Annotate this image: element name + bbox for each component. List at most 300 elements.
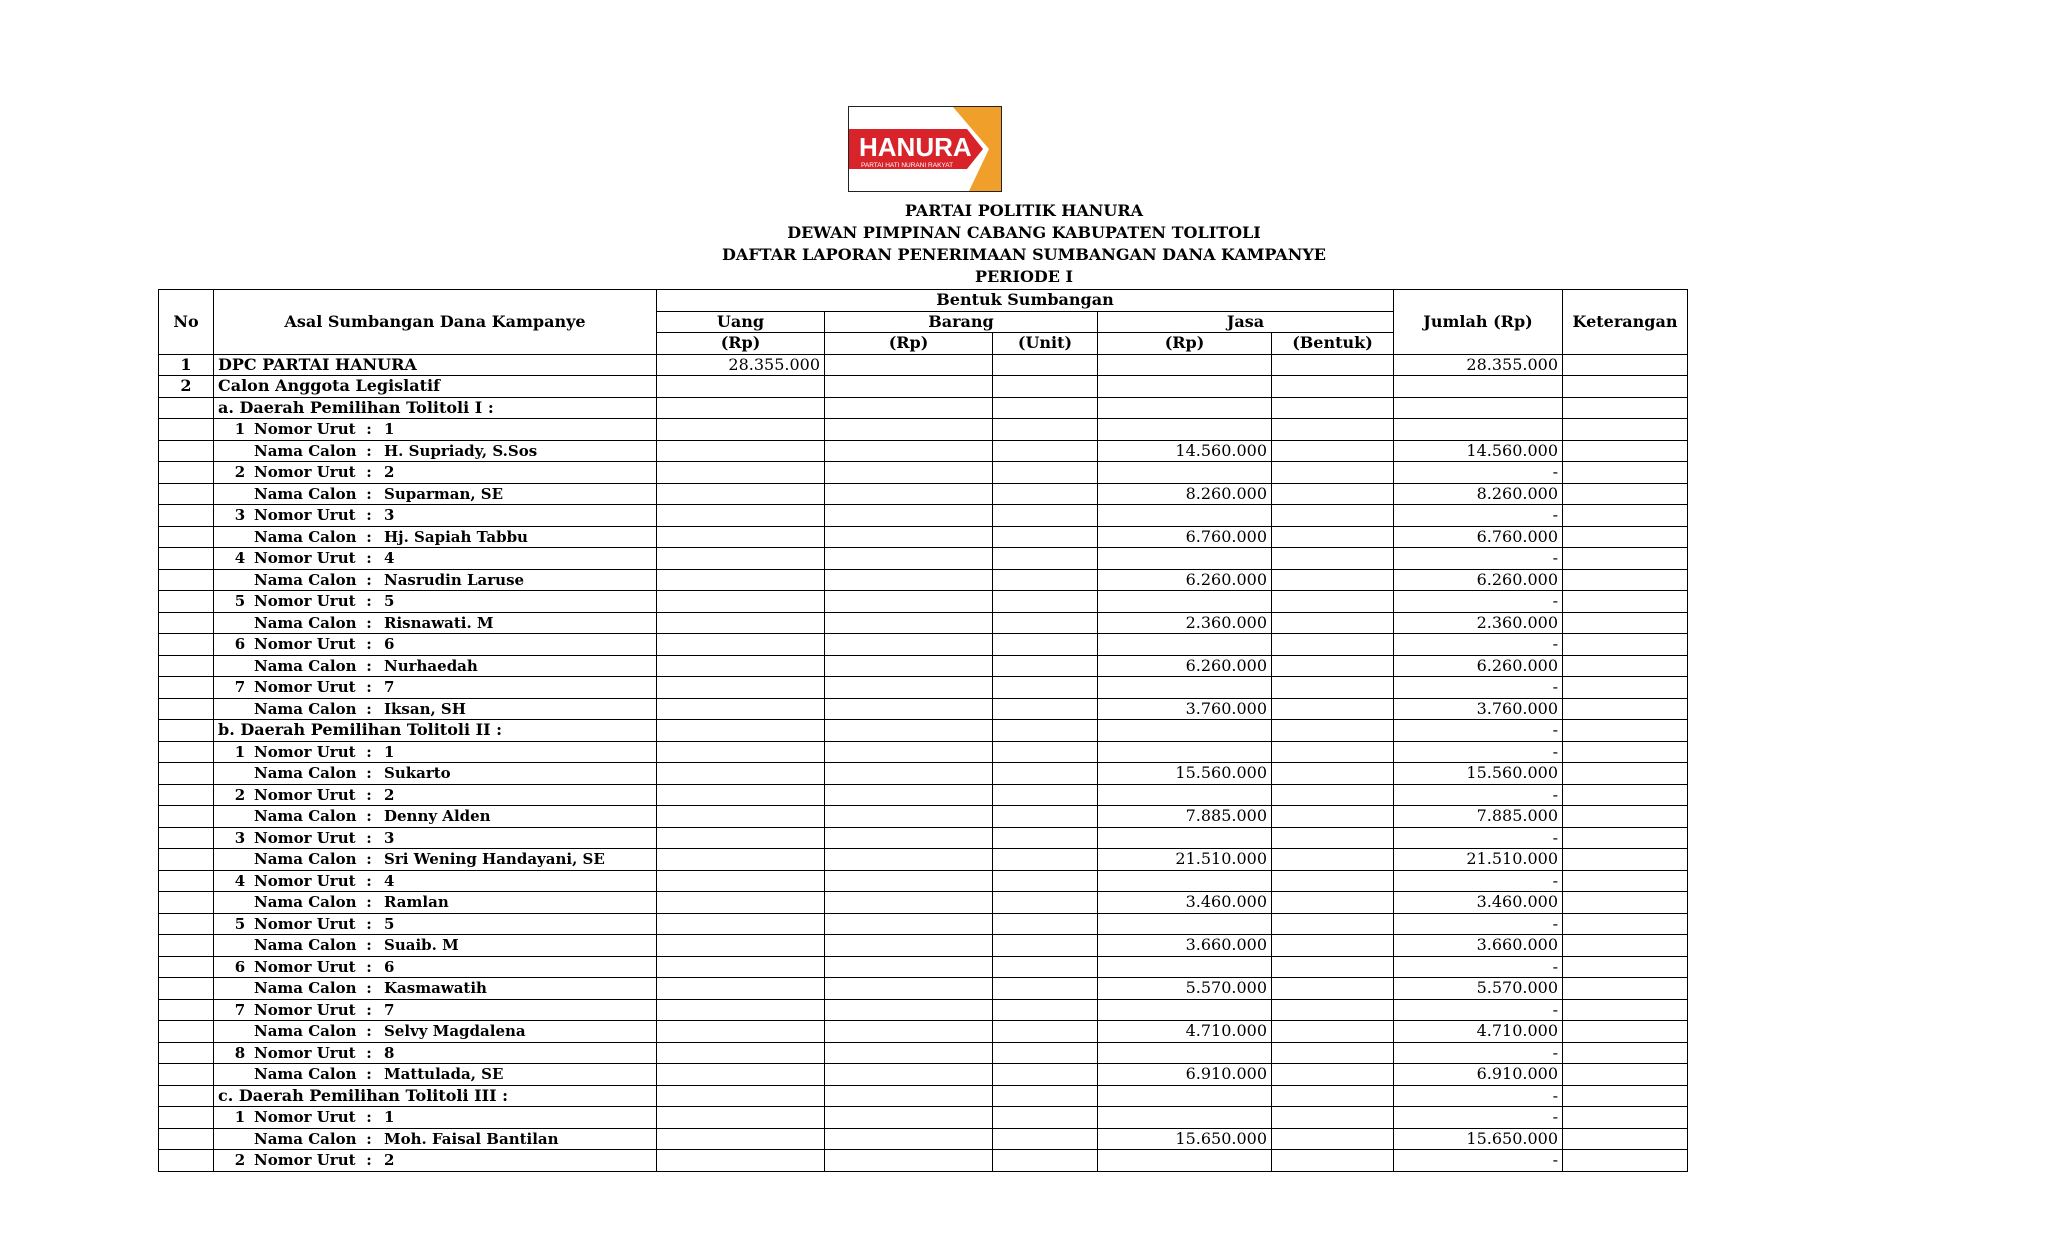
field-label: Nomor Urut	[254, 742, 356, 761]
jumlah-cell: -	[1394, 784, 1563, 806]
keterangan-cell	[1563, 1107, 1688, 1129]
field-colon: :	[366, 656, 372, 675]
field-value: 1	[384, 1108, 395, 1127]
uang-rp-cell	[657, 1085, 825, 1107]
field-colon: :	[366, 871, 372, 890]
barang-rp-cell	[825, 1021, 993, 1043]
jasa-bentuk-cell	[1272, 892, 1394, 914]
table-row	[159, 1064, 1688, 1086]
keterangan-cell	[1563, 548, 1688, 570]
keterangan-cell	[1563, 741, 1688, 763]
table-row	[159, 526, 1688, 548]
jasa-rp-cell: 5.570.000	[1098, 978, 1272, 1000]
field-label: Nama Calon	[254, 893, 357, 912]
jumlah-cell: 4.710.000	[1394, 1021, 1563, 1043]
field-label: Nama Calon	[254, 850, 357, 869]
row-no: 2	[159, 376, 214, 398]
table-row	[159, 892, 1688, 914]
jasa-rp-cell: 21.510.000	[1098, 849, 1272, 871]
nama-calon-cell	[214, 698, 657, 720]
barang-unit-cell	[993, 548, 1098, 570]
candidate-index: 5	[234, 914, 246, 933]
jasa-rp-cell	[1098, 870, 1272, 892]
row-no	[159, 698, 214, 720]
uang-rp-cell	[657, 1064, 825, 1086]
jasa-bentuk-cell	[1272, 741, 1394, 763]
nama-calon-cell	[214, 1064, 657, 1086]
jasa-bentuk-cell	[1272, 548, 1394, 570]
barang-rp-cell	[825, 1085, 993, 1107]
header-barang-unit: (Unit)	[993, 333, 1098, 355]
jumlah-cell: -	[1394, 827, 1563, 849]
jasa-bentuk-cell	[1272, 1064, 1394, 1086]
row-no	[159, 806, 214, 828]
section-label: b. Daerah Pemilihan Tolitoli II :	[214, 720, 657, 742]
jasa-rp-cell: 15.560.000	[1098, 763, 1272, 785]
field-value: Sukarto	[384, 764, 451, 783]
field-value: 2	[384, 463, 395, 482]
jasa-bentuk-cell	[1272, 677, 1394, 699]
heading-party: PARTAI POLITIK HANURA	[904, 201, 1144, 220]
candidate-index: 8	[234, 1043, 246, 1062]
jasa-rp-cell	[1098, 634, 1272, 656]
row-no	[159, 849, 214, 871]
barang-rp-cell	[825, 505, 993, 527]
field-value: Mattulada, SE	[384, 1065, 504, 1084]
field-colon: :	[366, 1000, 372, 1019]
barang-unit-cell	[993, 1042, 1098, 1064]
field-value: 2	[384, 1151, 395, 1170]
jumlah-cell: 28.355.000	[1394, 354, 1563, 376]
nomor-urut-cell	[214, 870, 657, 892]
table-row	[159, 1042, 1688, 1064]
candidate-index: 7	[234, 678, 246, 697]
nama-calon-cell	[214, 612, 657, 634]
barang-rp-cell	[825, 935, 993, 957]
table-row	[159, 397, 1688, 419]
keterangan-cell	[1563, 677, 1688, 699]
table-row	[159, 870, 1688, 892]
jasa-bentuk-cell	[1272, 935, 1394, 957]
jasa-rp-cell	[1098, 548, 1272, 570]
uang-rp-cell: 28.355.000	[657, 354, 825, 376]
nama-calon-cell	[214, 655, 657, 677]
jasa-rp-cell	[1098, 397, 1272, 419]
candidate-index: 2	[234, 785, 246, 804]
table-row	[159, 612, 1688, 634]
jasa-rp-cell	[1098, 1150, 1272, 1172]
barang-unit-cell	[993, 440, 1098, 462]
jasa-rp-cell	[1098, 1085, 1272, 1107]
jasa-rp-cell	[1098, 591, 1272, 613]
donation-table	[158, 289, 1688, 1172]
section-label: c. Daerah Pemilihan Tolitoli III :	[214, 1085, 657, 1107]
jasa-bentuk-cell	[1272, 1042, 1394, 1064]
jumlah-cell: 2.360.000	[1394, 612, 1563, 634]
barang-rp-cell	[825, 591, 993, 613]
jasa-bentuk-cell	[1272, 634, 1394, 656]
nomor-urut-cell	[214, 1107, 657, 1129]
barang-unit-cell	[993, 462, 1098, 484]
heading-dpc: DEWAN PIMPINAN CABANG KABUPATEN TOLITOLI	[787, 223, 1261, 242]
jasa-bentuk-cell	[1272, 462, 1394, 484]
nomor-urut-cell	[214, 913, 657, 935]
jumlah-cell: 8.260.000	[1394, 483, 1563, 505]
row-no	[159, 870, 214, 892]
field-label: Nama Calon	[254, 441, 357, 460]
table-row	[159, 634, 1688, 656]
header-jasa: Jasa	[1098, 311, 1394, 333]
jumlah-cell: 7.885.000	[1394, 806, 1563, 828]
table-row	[159, 655, 1688, 677]
keterangan-cell	[1563, 1150, 1688, 1172]
jasa-rp-cell: 6.260.000	[1098, 569, 1272, 591]
jasa-rp-cell: 6.910.000	[1098, 1064, 1272, 1086]
row-no	[159, 827, 214, 849]
row-no	[159, 1107, 214, 1129]
keterangan-cell	[1563, 354, 1688, 376]
jasa-rp-cell: 3.660.000	[1098, 935, 1272, 957]
jasa-rp-cell	[1098, 741, 1272, 763]
field-colon: :	[366, 785, 372, 804]
barang-rp-cell	[825, 870, 993, 892]
row-no	[159, 784, 214, 806]
keterangan-cell	[1563, 1128, 1688, 1150]
jasa-bentuk-cell	[1272, 1085, 1394, 1107]
nama-calon-cell	[214, 806, 657, 828]
field-label: Nama Calon	[254, 764, 357, 783]
keterangan-cell	[1563, 569, 1688, 591]
row-no	[159, 1064, 214, 1086]
field-value: 5	[384, 914, 395, 933]
keterangan-cell	[1563, 892, 1688, 914]
barang-rp-cell	[825, 999, 993, 1021]
field-label: Nomor Urut	[254, 1000, 356, 1019]
jasa-bentuk-cell	[1272, 376, 1394, 398]
keterangan-cell	[1563, 376, 1688, 398]
field-value: 4	[384, 549, 395, 568]
jumlah-cell: 6.760.000	[1394, 526, 1563, 548]
table-row	[159, 354, 1688, 376]
barang-unit-cell	[993, 376, 1098, 398]
header-asal: Asal Sumbangan Dana Kampanye	[214, 290, 657, 355]
uang-rp-cell	[657, 1042, 825, 1064]
barang-unit-cell	[993, 591, 1098, 613]
field-label: Nomor Urut	[254, 549, 356, 568]
uang-rp-cell	[657, 591, 825, 613]
nomor-urut-cell	[214, 1150, 657, 1172]
field-colon: :	[366, 570, 372, 589]
field-colon: :	[366, 635, 372, 654]
row-no	[159, 978, 214, 1000]
jasa-bentuk-cell	[1272, 419, 1394, 441]
field-colon: :	[366, 613, 372, 632]
candidate-index: 3	[234, 828, 246, 847]
field-value: Moh. Faisal Bantilan	[384, 1129, 559, 1148]
nomor-urut-cell	[214, 784, 657, 806]
row-no	[159, 935, 214, 957]
keterangan-cell	[1563, 698, 1688, 720]
barang-unit-cell	[993, 354, 1098, 376]
jasa-bentuk-cell	[1272, 870, 1394, 892]
candidate-index: 2	[234, 463, 246, 482]
uang-rp-cell	[657, 763, 825, 785]
candidate-index: 7	[234, 1000, 246, 1019]
keterangan-cell	[1563, 999, 1688, 1021]
barang-unit-cell	[993, 978, 1098, 1000]
barang-unit-cell	[993, 655, 1098, 677]
barang-unit-cell	[993, 526, 1098, 548]
uang-rp-cell	[657, 634, 825, 656]
jasa-rp-cell: 7.885.000	[1098, 806, 1272, 828]
barang-rp-cell	[825, 548, 993, 570]
field-colon: :	[366, 828, 372, 847]
field-colon: :	[366, 893, 372, 912]
uang-rp-cell	[657, 913, 825, 935]
field-value: Risnawati. M	[384, 613, 494, 632]
row-no	[159, 1085, 214, 1107]
nomor-urut-cell	[214, 591, 657, 613]
row-no	[159, 1042, 214, 1064]
row-no	[159, 483, 214, 505]
candidate-index: 4	[234, 549, 246, 568]
field-colon: :	[366, 742, 372, 761]
candidate-index: 4	[234, 871, 246, 890]
keterangan-cell	[1563, 419, 1688, 441]
jumlah-cell: 14.560.000	[1394, 440, 1563, 462]
table-row	[159, 677, 1688, 699]
header-jumlah: Jumlah (Rp)	[1394, 290, 1563, 355]
jasa-bentuk-cell	[1272, 978, 1394, 1000]
header-no: No	[159, 290, 214, 355]
jasa-bentuk-cell	[1272, 1021, 1394, 1043]
row-no	[159, 1150, 214, 1172]
field-value: 5	[384, 592, 395, 611]
jasa-bentuk-cell	[1272, 354, 1394, 376]
nama-calon-cell	[214, 935, 657, 957]
row-no	[159, 462, 214, 484]
table-row	[159, 978, 1688, 1000]
barang-unit-cell	[993, 1085, 1098, 1107]
field-value: 1	[384, 420, 395, 439]
row-no	[159, 892, 214, 914]
jasa-rp-cell: 8.260.000	[1098, 483, 1272, 505]
uang-rp-cell	[657, 677, 825, 699]
table-row	[159, 1085, 1688, 1107]
jasa-bentuk-cell	[1272, 784, 1394, 806]
jasa-bentuk-cell	[1272, 827, 1394, 849]
keterangan-cell	[1563, 440, 1688, 462]
field-label: Nomor Urut	[254, 1151, 356, 1170]
table-row	[159, 591, 1688, 613]
header-jasa-rp: (Rp)	[1098, 333, 1272, 355]
barang-rp-cell	[825, 1128, 993, 1150]
field-colon: :	[366, 764, 372, 783]
row-no	[159, 591, 214, 613]
uang-rp-cell	[657, 505, 825, 527]
field-label: Nomor Urut	[254, 678, 356, 697]
jumlah-cell: 5.570.000	[1394, 978, 1563, 1000]
field-value: 3	[384, 828, 395, 847]
nomor-urut-cell	[214, 827, 657, 849]
keterangan-cell	[1563, 505, 1688, 527]
uang-rp-cell	[657, 612, 825, 634]
barang-rp-cell	[825, 376, 993, 398]
row-no	[159, 1128, 214, 1150]
field-label: Nama Calon	[254, 613, 357, 632]
keterangan-cell	[1563, 849, 1688, 871]
field-colon: :	[366, 527, 372, 546]
jasa-rp-cell: 15.650.000	[1098, 1128, 1272, 1150]
field-value: Kasmawatih	[384, 979, 487, 998]
uang-rp-cell	[657, 698, 825, 720]
nama-calon-cell	[214, 569, 657, 591]
row-no	[159, 505, 214, 527]
jumlah-cell: 15.560.000	[1394, 763, 1563, 785]
jasa-bentuk-cell	[1272, 1107, 1394, 1129]
barang-rp-cell	[825, 1064, 993, 1086]
jasa-rp-cell	[1098, 827, 1272, 849]
nomor-urut-cell	[214, 1042, 657, 1064]
uang-rp-cell	[657, 376, 825, 398]
field-value: 1	[384, 742, 395, 761]
table-row	[159, 913, 1688, 935]
jasa-rp-cell	[1098, 720, 1272, 742]
table-row	[159, 698, 1688, 720]
nomor-urut-cell	[214, 741, 657, 763]
jasa-bentuk-cell	[1272, 397, 1394, 419]
barang-rp-cell	[825, 913, 993, 935]
field-value: Suparman, SE	[384, 484, 504, 503]
jasa-rp-cell: 3.460.000	[1098, 892, 1272, 914]
uang-rp-cell	[657, 419, 825, 441]
field-label: Nama Calon	[254, 527, 357, 546]
row-no	[159, 548, 214, 570]
field-value: 7	[384, 678, 395, 697]
barang-unit-cell	[993, 741, 1098, 763]
barang-unit-cell	[993, 806, 1098, 828]
jasa-bentuk-cell	[1272, 913, 1394, 935]
candidate-index: 1	[234, 742, 246, 761]
field-label: Nomor Urut	[254, 871, 356, 890]
field-colon: :	[366, 1043, 372, 1062]
field-value: 2	[384, 785, 395, 804]
barang-rp-cell	[825, 612, 993, 634]
row-no	[159, 741, 214, 763]
jumlah-cell: -	[1394, 1150, 1563, 1172]
jumlah-cell: 6.910.000	[1394, 1064, 1563, 1086]
jasa-bentuk-cell	[1272, 1128, 1394, 1150]
field-value: 6	[384, 635, 395, 654]
jasa-bentuk-cell	[1272, 526, 1394, 548]
table-body	[159, 354, 1688, 1171]
field-colon: :	[366, 1022, 372, 1041]
nomor-urut-cell	[214, 462, 657, 484]
barang-rp-cell	[825, 741, 993, 763]
nama-calon-cell	[214, 526, 657, 548]
table-row	[159, 935, 1688, 957]
jasa-rp-cell	[1098, 505, 1272, 527]
keterangan-cell	[1563, 720, 1688, 742]
jasa-bentuk-cell	[1272, 440, 1394, 462]
nama-calon-cell	[214, 440, 657, 462]
barang-unit-cell	[993, 1150, 1098, 1172]
jasa-bentuk-cell	[1272, 612, 1394, 634]
jasa-rp-cell	[1098, 913, 1272, 935]
nomor-urut-cell	[214, 548, 657, 570]
field-label: Nama Calon	[254, 1065, 357, 1084]
header-barang-rp: (Rp)	[825, 333, 993, 355]
barang-rp-cell	[825, 698, 993, 720]
field-colon: :	[366, 699, 372, 718]
uang-rp-cell	[657, 462, 825, 484]
nama-calon-cell	[214, 849, 657, 871]
field-label: Nama Calon	[254, 570, 357, 589]
table-row	[159, 1107, 1688, 1129]
barang-unit-cell	[993, 569, 1098, 591]
field-colon: :	[366, 506, 372, 525]
table-row	[159, 1150, 1688, 1172]
field-colon: :	[366, 979, 372, 998]
row-no	[159, 440, 214, 462]
barang-unit-cell	[993, 1021, 1098, 1043]
nama-calon-cell	[214, 763, 657, 785]
table-row	[159, 741, 1688, 763]
table-row	[159, 548, 1688, 570]
barang-rp-cell	[825, 892, 993, 914]
jumlah-cell: -	[1394, 913, 1563, 935]
table-row	[159, 784, 1688, 806]
barang-unit-cell	[993, 397, 1098, 419]
jasa-rp-cell: 2.360.000	[1098, 612, 1272, 634]
keterangan-cell	[1563, 591, 1688, 613]
field-value: 3	[384, 506, 395, 525]
jasa-rp-cell	[1098, 419, 1272, 441]
uang-rp-cell	[657, 956, 825, 978]
row-no	[159, 720, 214, 742]
barang-unit-cell	[993, 698, 1098, 720]
jasa-rp-cell: 6.260.000	[1098, 655, 1272, 677]
barang-unit-cell	[993, 419, 1098, 441]
field-label: Nama Calon	[254, 699, 357, 718]
barang-rp-cell	[825, 483, 993, 505]
field-value: Suaib. M	[384, 936, 459, 955]
field-label: Nama Calon	[254, 936, 357, 955]
row-no	[159, 913, 214, 935]
table-row	[159, 999, 1688, 1021]
jasa-bentuk-cell	[1272, 999, 1394, 1021]
row-no	[159, 612, 214, 634]
keterangan-cell	[1563, 763, 1688, 785]
row-no	[159, 999, 214, 1021]
keterangan-cell	[1563, 1021, 1688, 1043]
nomor-urut-cell	[214, 677, 657, 699]
field-colon: :	[366, 1065, 372, 1084]
table-row	[159, 440, 1688, 462]
barang-unit-cell	[993, 956, 1098, 978]
barang-rp-cell	[825, 655, 993, 677]
barang-unit-cell	[993, 849, 1098, 871]
jasa-bentuk-cell	[1272, 591, 1394, 613]
field-label: Nomor Urut	[254, 957, 356, 976]
jumlah-cell: -	[1394, 720, 1563, 742]
table-row	[159, 569, 1688, 591]
barang-rp-cell	[825, 827, 993, 849]
jumlah-cell: -	[1394, 999, 1563, 1021]
jumlah-cell: 3.460.000	[1394, 892, 1563, 914]
jasa-rp-cell: 3.760.000	[1098, 698, 1272, 720]
field-colon: :	[366, 678, 372, 697]
